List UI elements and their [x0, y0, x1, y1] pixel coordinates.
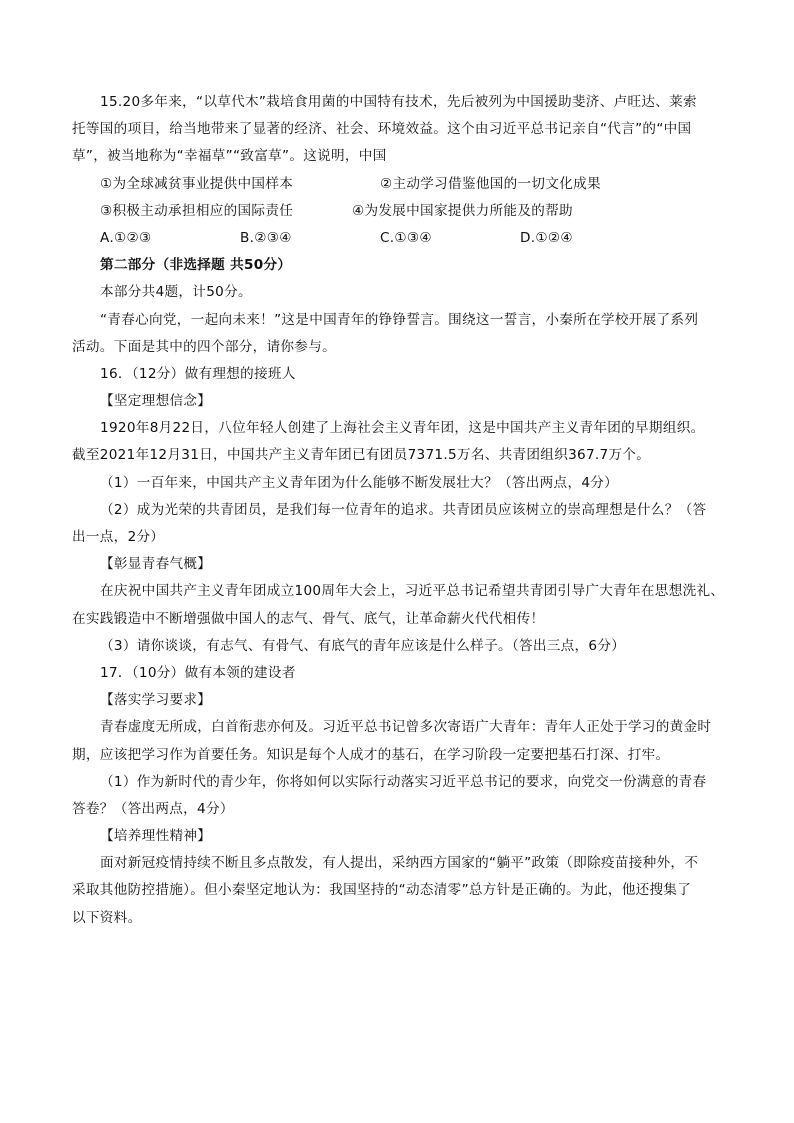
choice-b[interactable]: B.②③④ — [240, 229, 292, 246]
exam-page — [72, 89, 732, 932]
q15-stem-line: 托等国的项目，给当地带来了显著的经济、社会、环境效益。这个由习近平总书记亲自“代言”的“中国 — [72, 121, 692, 138]
q17-section-heading: 【落实学习要求】 — [100, 692, 212, 709]
q16-material-line: 截至2021年12月31日，中国共产主义青年团已有团员7371.5万名、共青团组织367.7万个。 — [72, 447, 651, 464]
q16-material-line: 在实践锻造中不断增强做中国人的志气、骨气、底气，让革命薪火代代相传！ — [72, 610, 545, 627]
q17-section-heading: 【培养理性精神】 — [100, 828, 212, 845]
choice-a[interactable]: A.①②③ — [100, 229, 152, 246]
q17-material-line: 以下资料。 — [72, 909, 142, 926]
q15-statements-row — [72, 171, 732, 198]
q17-material-line: 期，应该把学习作为首要任务。知识是每个人成才的基石，在学习阶段一定要把基石打深、打牢。 — [72, 746, 670, 763]
q16-material-line: 在庆祝中国共产主义青年团成立100周年大会上，习近平总书记希望共青团引导广大青年在思想洗礼、 — [100, 583, 725, 600]
q17-subquestion-1-line: 答卷？（答出两点，4分） — [72, 800, 234, 817]
q16-material-line: 1920年8月22日，八位年轻人创建了上海社会主义青年团，这是中国共产主义青年团的早期组织。 — [100, 420, 705, 437]
statement-2: ②主动学习借鉴他国的一切文化成果 — [380, 175, 601, 192]
question-17 — [72, 660, 732, 932]
q15-stem-line: 草”，被当地称为“幸福草”“致富草”。这说明，中国 — [72, 148, 387, 165]
part-two-heading: 第二部分（非选择题 共50分） — [100, 257, 292, 274]
q17-title: 17．（10分）做有本领的建设者 — [100, 664, 296, 681]
q16-section-heading: 【彰显青春气概】 — [100, 556, 212, 573]
q16-subquestion-2-line: （2）成为光荣的共青团员，是我们每一位青年的追求。共青团员应该树立的崇高理想是什么？（答 — [100, 501, 707, 518]
q17-material-line: 面对新冠疫情持续不断且多点散发，有人提出，采纳西方国家的“躺平”政策（即除疫苗接种外，不 — [100, 855, 699, 872]
q16-subquestion-3: （3）请你谈谈，有志气、有骨气、有底气的青年应该是什么样子。（答出三点，6分） — [100, 637, 626, 654]
statement-3: ③积极主动承担相应的国际责任 — [100, 202, 294, 219]
q16-subquestion-2-line: 出一点，2分） — [72, 529, 165, 545]
question-15 — [72, 89, 732, 252]
choice-c[interactable]: C.①③④ — [380, 229, 432, 246]
question-16 — [72, 361, 732, 660]
q16-section-heading: 【坚定理想信念】 — [100, 393, 212, 410]
statement-1: ①为全球减贫事业提供中国样本 — [100, 175, 294, 192]
q17-subquestion-1-line: （1）作为新时代的青少年，你将如何以实际行动落实习近平总书记的要求，向党交一份满意的青春 — [100, 773, 707, 790]
part-two-note: 本部分共4题，计50分。 — [100, 284, 252, 301]
choice-d[interactable]: D.①②④ — [520, 229, 573, 246]
q17-material-line: 采取其他防控措施）。但小秦坚定地认为：我国坚持的“动态清零”总方针是正确的。为此，他还搜集了 — [72, 882, 692, 899]
q15-choices-row — [72, 225, 732, 252]
q15-statements-row — [72, 198, 732, 225]
q16-title: 16．（12分）做有理想的接班人 — [100, 365, 296, 382]
q17-material-line: 青春虚度无所成，白首衔悲亦何及。习近平总书记曾多次寄语广大青年：青年人正处于学习的黄金时 — [100, 719, 712, 736]
part-two-intro-line: “青春心向党，一起向未来！”这是中国青年的铮铮誓言。围绕这一誓言，小秦所在学校开展了系列 — [100, 311, 699, 328]
statement-4: ④为发展中国家提供力所能及的帮助 — [352, 202, 573, 219]
q16-subquestion-1: （1）一百年来，中国共产主义青年团为什么能够不断发展壮大？（答出两点，4分） — [100, 474, 619, 491]
part-two — [72, 252, 732, 361]
part-two-intro-line: 活动。下面是其中的四个部分，请你参与。 — [72, 338, 336, 355]
q15-stem-line: 15.20多年来，“以草代木”栽培食用菌的中国特有技术，先后被列为中国援助斐济、卢旺达、莱索 — [100, 94, 697, 110]
